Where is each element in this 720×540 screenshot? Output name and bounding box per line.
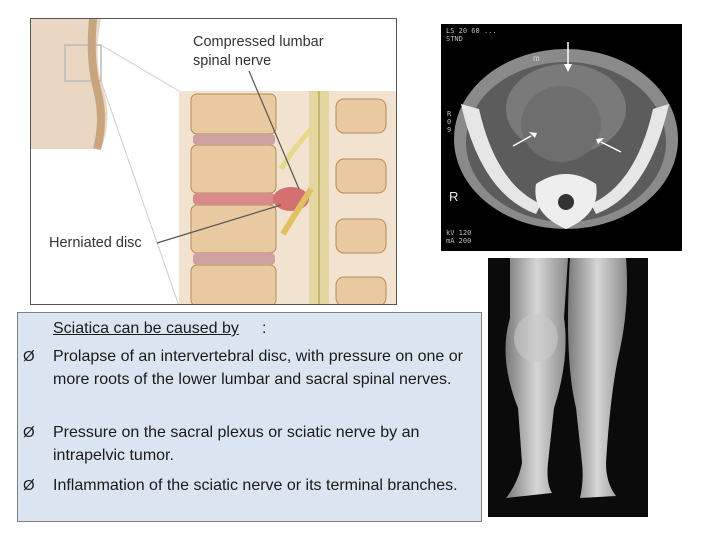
ct-drawing — [441, 24, 682, 251]
bullet-arrow-icon: Ø — [23, 424, 35, 441]
vertebra-4 — [191, 265, 276, 305]
ct-mass-label: m — [533, 54, 540, 63]
legs-drawing — [488, 258, 648, 517]
ct-overlay-top-left: LS 20 60 ... STND — [446, 27, 497, 43]
bullet-arrow-icon: Ø — [23, 477, 35, 494]
causes-heading-colon: : — [262, 320, 267, 337]
disc-herniated — [193, 193, 275, 205]
left-leg — [506, 258, 569, 498]
label-compressed-nerve: Compressed lumbar spinal nerve — [193, 34, 324, 69]
bullet-arrow-icon: Ø — [23, 348, 35, 365]
legs-photo — [488, 258, 648, 517]
causes-heading: Sciatica can be caused by — [53, 320, 239, 337]
disc-3 — [193, 253, 275, 265]
ct-overlay-mid-left: R 0 9 — [447, 110, 452, 134]
ct-side-marker: R — [449, 189, 459, 204]
ct-overlay-bottom-left: kV 120 mA 200 — [446, 229, 472, 245]
label-herniated-disc: Herniated disc — [49, 235, 142, 251]
right-leg — [568, 258, 627, 498]
bullet-text: Pressure on the sacral plexus or sciatic nerve by an intrapelvic tumor. — [53, 424, 420, 464]
disc-1 — [193, 134, 275, 145]
swollen-calf — [514, 314, 558, 362]
ct-scan-image — [441, 24, 682, 251]
sciatica-causes-box — [17, 312, 482, 522]
bullet-text: Inflammation of the sciatic nerve or its terminal branches. — [53, 477, 458, 494]
vertebra-1 — [191, 94, 276, 134]
vertebra-2 — [191, 145, 276, 193]
spine-anatomy-illustration — [30, 18, 397, 305]
bullet-text: Prolapse of an intervertebral disc, with pressure on one or more roots of the lower lumbar and sacral spinal nerves. — [53, 348, 463, 388]
